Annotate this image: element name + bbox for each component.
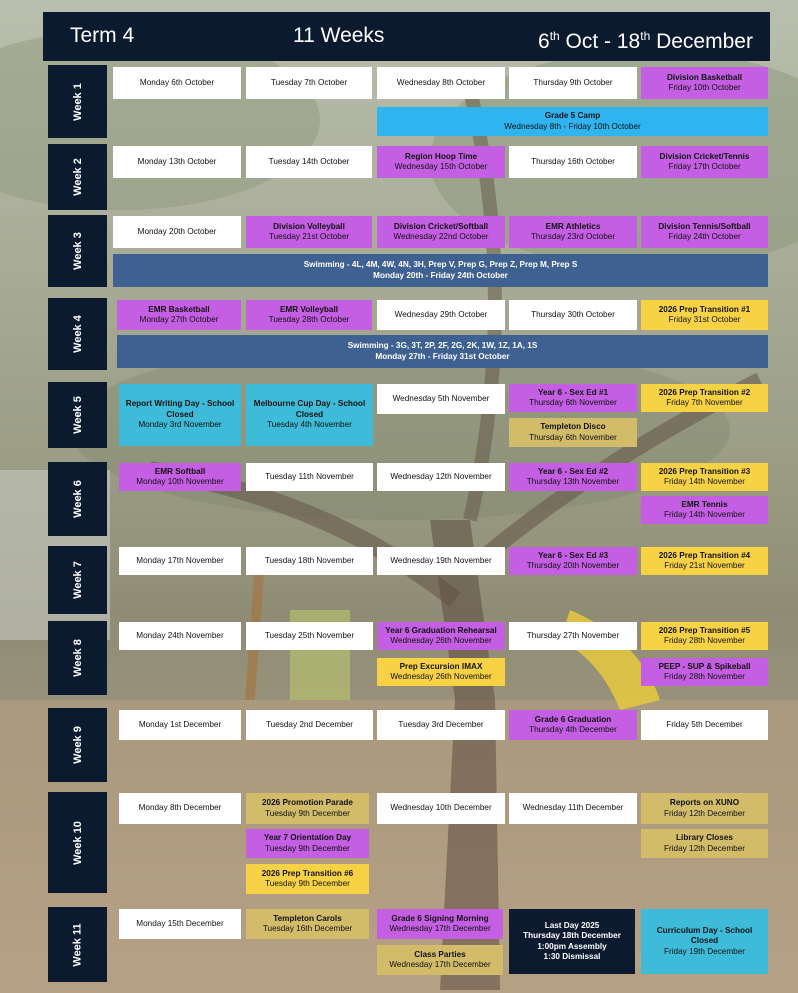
event-grade-6-graduation: Grade 6 Graduation Thursday 4th December [509,710,637,740]
event-year-7-orientation-day: Year 7 Orientation Day Tuesday 9th December [246,829,369,858]
event-swimming-group-2: Swimming - 3G, 3T, 2P, 2F, 2G, 2K, 1W, 1Z, 1A, 1S Monday 27th - Friday 31st October [117,335,768,368]
term-title: Term 4 [70,24,135,47]
day-cell: Tuesday 2nd December [246,710,373,740]
day-cell: Friday 5th December [641,710,768,740]
event-prep-transition-1: 2026 Prep Transition #1 Friday 31st October [641,300,768,330]
event-division-cricket-softball: Division Cricket/Softball Wednesday 22nd October [377,216,505,248]
day-cell: Monday 24th November [119,622,241,650]
day-cell: Wednesday 19th November [377,547,505,575]
week-label: Week 9 [48,708,107,782]
event-year-6-sex-ed-2: Year 6 - Sex Ed #2 Thursday 13th November [509,463,637,491]
event-swimming-group-1: Swimming - 4L, 4M, 4W, 4N, 3H, Prep V, Prep G, Prep Z, Prep M, Prep S Monday 20th - Friday 24th October [113,254,768,287]
event-class-parties: Class Parties Wednesday 17th December [377,945,503,975]
day-cell: Tuesday 7th October [246,67,372,99]
day-cell: Tuesday 25th November [246,622,373,650]
week-label: Week 10 [48,792,107,893]
event-emr-basketball: EMR Basketball Monday 27th October [117,300,241,330]
event-curriculum-day: Curriculum Day - School Closed Friday 19th December [641,909,768,974]
event-year-6-graduation-rehearsal: Year 6 Graduation Rehearsal Wednesday 26th November [377,622,505,650]
day-cell: Monday 15th December [119,909,241,939]
event-division-basketball: Division Basketball Friday 10th October [641,67,768,99]
week-label: Week 5 [48,382,107,448]
day-cell: Monday 6th October [113,67,241,99]
event-grade-6-signing-morning: Grade 6 Signing Morning Wednesday 17th December [377,909,503,939]
event-last-day-2025: Last Day 2025 Thursday 18th December 1:00pm Assembly 1:30 Dismissal [509,909,635,974]
event-report-writing-day: Report Writing Day - School Closed Monday 3rd November [119,384,241,446]
event-division-tennis-softball: Division Tennis/Softball Friday 24th October [641,216,768,248]
event-melbourne-cup-day: Melbourne Cup Day - School Closed Tuesday 4th November [246,384,373,446]
week-label: Week 2 [48,144,107,210]
event-prep-transition-6: 2026 Prep Transition #6 Tuesday 9th December [246,864,369,894]
day-cell: Tuesday 14th October [246,146,372,178]
week-label: Week 1 [48,65,107,138]
event-library-closes: Library Closes Friday 12th December [641,829,768,858]
day-cell: Wednesday 8th October [377,67,505,99]
day-cell: Wednesday 11th December [509,793,637,824]
day-cell: Tuesday 3rd December [377,710,505,740]
day-cell: Tuesday 18th November [246,547,373,575]
event-division-cricket-tennis: Division Cricket/Tennis Friday 17th October [641,146,768,178]
day-cell: Monday 17th November [119,547,241,575]
event-promotion-parade: 2026 Promotion Parade Tuesday 9th December [246,793,369,824]
day-cell: Monday 1st December [119,710,241,740]
day-cell: Thursday 30th October [509,300,637,330]
event-emr-athletics: EMR Athletics Thursday 23rd October [509,216,637,248]
event-prep-transition-3: 2026 Prep Transition #3 Friday 14th November [641,463,768,491]
event-reports-on-xuno: Reports on XUNO Friday 12th December [641,793,768,824]
week-label: Week 8 [48,621,107,695]
event-region-hoop-time: Region Hoop Time Wednesday 15th October [377,146,505,178]
day-cell: Wednesday 29th October [377,300,505,330]
event-prep-transition-5: 2026 Prep Transition #5 Friday 28th November [641,622,768,650]
event-prep-transition-2: 2026 Prep Transition #2 Friday 7th November [641,384,768,412]
term-date-range: 6th Oct - 18th December [538,29,753,53]
week-label: Week 6 [48,462,107,536]
term-header [43,12,770,61]
week-label: Week 3 [48,215,107,287]
event-year-6-sex-ed-3: Year 6 - Sex Ed #3 Thursday 20th November [509,547,637,575]
day-cell: Thursday 27th November [509,622,637,650]
day-cell: Tuesday 11th November [246,463,373,491]
event-emr-volleyball: EMR Volleyball Tuesday 28th October [246,300,372,330]
event-grade-5-camp: Grade 5 Camp Wednesday 8th - Friday 10th October [377,107,768,136]
day-cell: Monday 8th December [119,793,241,824]
event-division-volleyball: Division Volleyball Tuesday 21st October [246,216,372,248]
day-cell: Thursday 9th October [509,67,637,99]
day-cell: Thursday 16th October [509,146,637,178]
week-label: Week 7 [48,546,107,614]
event-prep-excursion-imax: Prep Excursion IMAX Wednesday 26th November [377,658,505,686]
event-prep-transition-4: 2026 Prep Transition #4 Friday 21st November [641,547,768,575]
event-emr-softball: EMR Softball Monday 10th November [119,463,241,491]
event-year-6-sex-ed-1: Year 6 - Sex Ed #1 Thursday 6th November [509,384,637,412]
day-cell: Monday 20th October [113,216,241,248]
week-label: Week 11 [48,907,107,982]
event-peep-sup-spikeball: PEEP - SUP & Spikeball Friday 28th November [641,658,768,686]
day-cell: Monday 13th October [113,146,241,178]
day-cell: Wednesday 10th December [377,793,505,824]
event-templeton-carols: Templeton Carols Tuesday 16th December [246,909,369,939]
event-emr-tennis: EMR Tennis Friday 14th November [641,496,768,524]
week-label: Week 4 [48,298,107,370]
day-cell: Wednesday 5th November [377,384,505,414]
event-templeton-disco: Templeton Disco Thursday 6th November [509,418,637,447]
day-cell: Wednesday 12th November [377,463,505,491]
weeks-count: 11 Weeks [293,24,385,47]
